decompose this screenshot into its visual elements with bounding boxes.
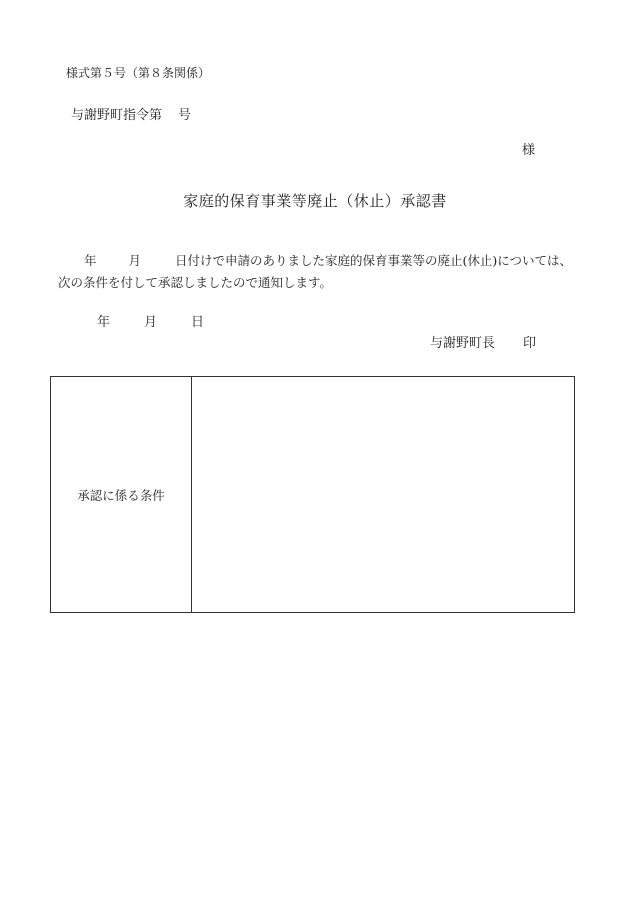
issue-date-day: 日 xyxy=(191,315,205,330)
issue-date-month: 月 xyxy=(144,315,158,330)
addressee-honorific: 様 xyxy=(522,143,536,158)
body-month-label: 月 xyxy=(128,253,142,268)
body-line-2: 次の条件を付して承認しましたので通知します。 xyxy=(58,275,333,290)
form-number: 様式第５号（第８条関係） xyxy=(66,66,211,80)
issue-date xyxy=(97,316,204,329)
conditions-label-cell xyxy=(51,377,192,612)
body-text xyxy=(58,250,588,294)
body-line-1-rest: 日付けで申請のありました家庭的保育事業等の廃止(休止)については、 xyxy=(175,253,573,268)
issue-date-year: 年 xyxy=(97,315,111,330)
document-title: 家庭的保育事業等廃止（休止）承認書 xyxy=(183,192,447,210)
document-number-suffix: 号 xyxy=(178,108,192,123)
document-number xyxy=(71,109,191,122)
document-number-prefix: 与謝野町指令第 xyxy=(71,108,163,123)
body-year-label: 年 xyxy=(84,253,97,268)
conditions-value-cell[interactable] xyxy=(192,377,574,612)
seal-mark: 印 xyxy=(523,336,537,351)
conditions-table xyxy=(50,376,575,613)
signer-title: 与謝野町長 xyxy=(430,336,496,351)
signer xyxy=(430,337,536,350)
conditions-label: 承認に係る条件 xyxy=(77,487,165,503)
body-line-1 xyxy=(58,250,588,272)
